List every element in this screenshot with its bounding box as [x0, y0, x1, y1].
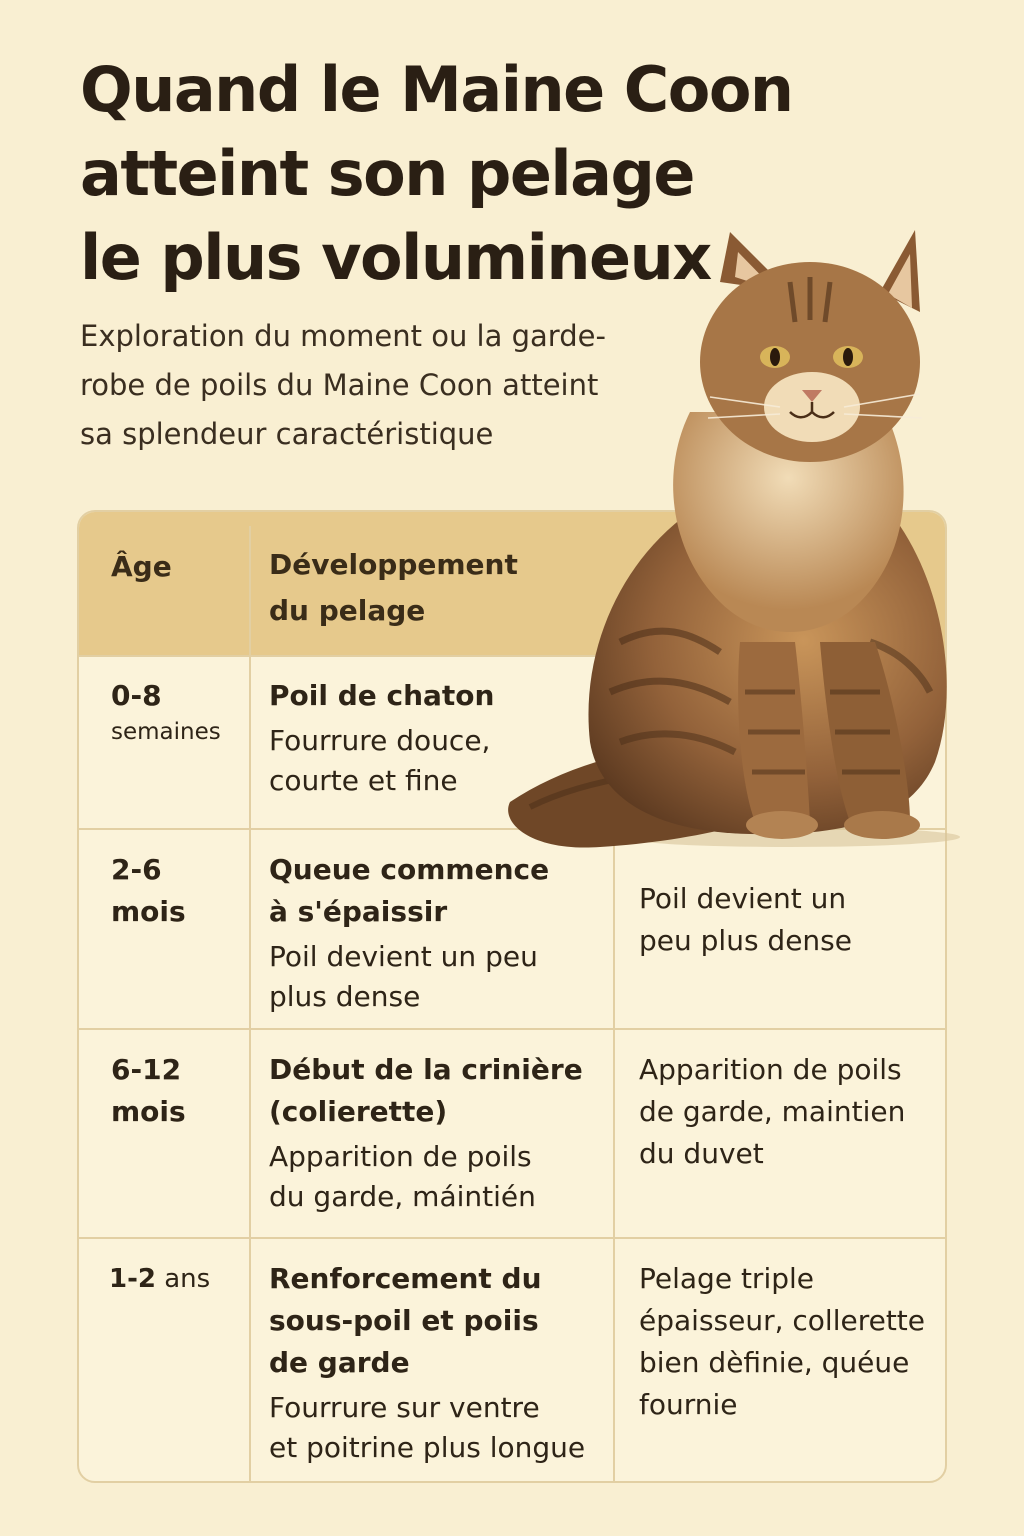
header-development	[269, 542, 518, 634]
development-description-line-2: plus dense	[269, 980, 421, 1013]
development-title: Poil de chaton	[269, 679, 495, 712]
details-line-2: de garde, maintien	[639, 1095, 906, 1128]
development-description-line-2: du garde, máintién	[269, 1180, 536, 1213]
age-unit: mois	[111, 1095, 186, 1128]
table-row-2-development	[269, 849, 549, 1017]
maine-coon-illustration	[490, 222, 980, 862]
age-value: 2-6	[111, 853, 162, 886]
table-row-1-development	[269, 675, 494, 801]
development-title-line-1: Début de la crinière	[269, 1053, 583, 1086]
details-line-3: du duvet	[639, 1137, 764, 1170]
table-row-1-age	[111, 675, 221, 747]
subtitle-line-1: Exploration du moment ou la garde-	[80, 319, 606, 353]
details-line-1: Apparition de poils	[639, 1053, 902, 1086]
age-value: 1-2	[109, 1264, 156, 1294]
development-title-line-1: Queue commence	[269, 853, 550, 886]
row-divider	[79, 1237, 945, 1239]
table-row-2-details	[639, 878, 852, 962]
age-unit: ans	[164, 1264, 211, 1294]
development-title-line-3: de garde	[269, 1346, 410, 1379]
development-description-line-1: Apparition de poils	[269, 1140, 532, 1173]
details-line-3: bien dèfinie, quéue	[639, 1346, 910, 1379]
table-row-4-details	[639, 1258, 925, 1426]
age-unit: mois	[111, 895, 186, 928]
table-row-3-details	[639, 1049, 905, 1175]
development-description-line-1: Poil devient un peu	[269, 940, 538, 973]
details-line-1: Pelage triple	[639, 1262, 814, 1295]
title-line-3: le plus volumineux	[80, 221, 711, 294]
development-description-line-2: et poitrine plus longue	[269, 1431, 586, 1464]
header-development-line-1: Développement	[269, 548, 518, 581]
development-title-line-2: (colierette)	[269, 1095, 448, 1128]
development-title-line-2: sous-poil et poiis	[269, 1304, 539, 1337]
details-line-4: fournie	[639, 1388, 738, 1421]
table-row-2-age	[111, 849, 186, 933]
details-line-2: épaisseur, collerette	[639, 1304, 926, 1337]
title-line-1: Quand le Maine Coon	[80, 53, 793, 126]
column-divider	[613, 828, 615, 1483]
subtitle-line-2: robe de poils du Maine Coon atteint	[80, 368, 599, 402]
row-divider	[79, 1028, 945, 1030]
table-row-3-age	[111, 1049, 186, 1133]
table-row-4-age	[109, 1258, 210, 1300]
age-value: 0-8	[111, 679, 162, 712]
age-value: 6-12	[111, 1053, 182, 1086]
details-line-2: peu plus dense	[639, 924, 852, 957]
title-line-2: atteint son pelage	[80, 137, 694, 210]
development-description-line-2: courte et fine	[269, 764, 458, 797]
column-divider	[249, 526, 251, 1483]
development-description-line-1: Fourrure sur ventre	[269, 1391, 540, 1424]
table-row-3-development	[269, 1049, 583, 1217]
development-title-line-2: à s'épaissir	[269, 895, 448, 928]
header-age: Âge	[111, 550, 172, 583]
development-description-line-1: Fourrure douce,	[269, 724, 491, 757]
development-title-line-1: Renforcement du	[269, 1262, 542, 1295]
age-unit: semaines	[111, 719, 221, 745]
details-line-1: Poil devient un	[639, 882, 847, 915]
table-row-4-development	[269, 1258, 585, 1468]
subtitle-line-3: sa splendeur caractéristique	[80, 417, 494, 451]
header-development-line-2: du pelage	[269, 594, 426, 627]
